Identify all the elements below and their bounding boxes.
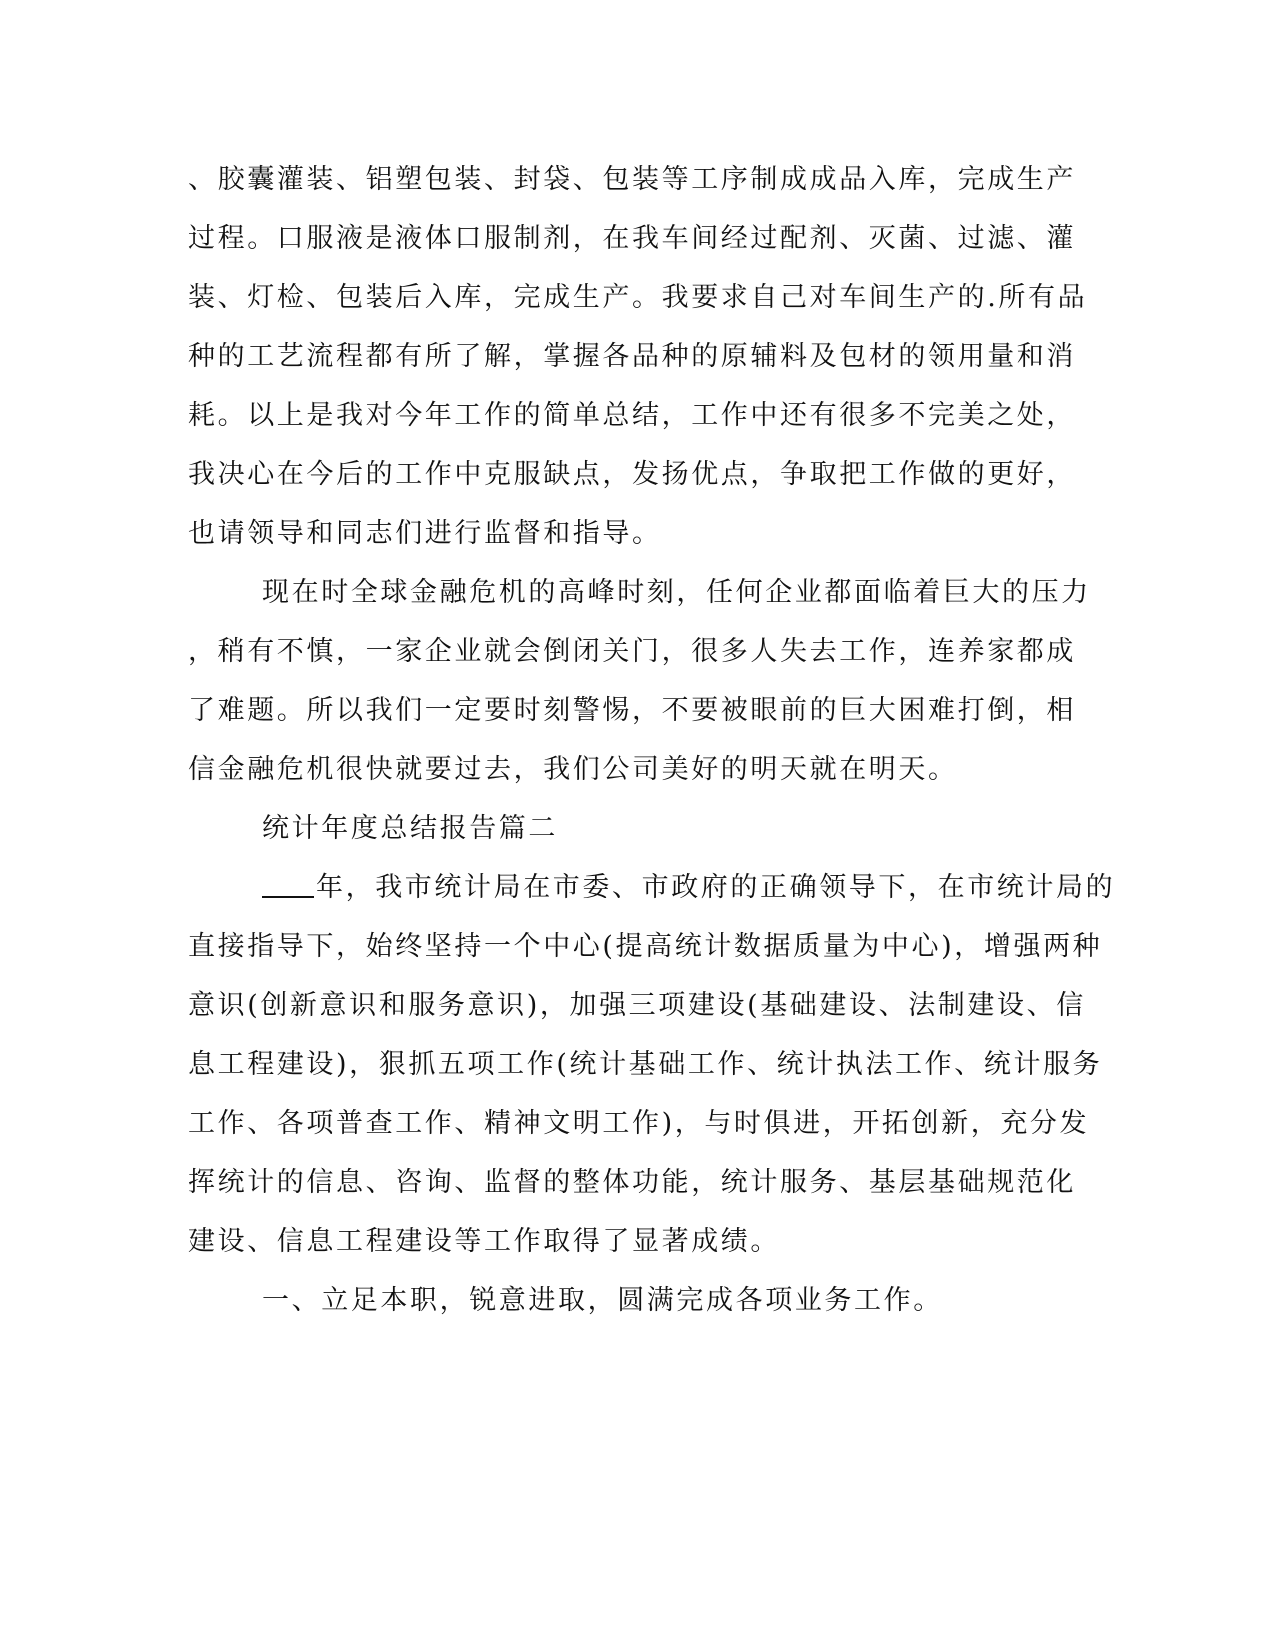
paragraph-1-line-4: 种的工艺流程都有所了解，掌握各品种的原辅料及包材的领用量和消 (188, 341, 1076, 372)
paragraph-2-line-1: 现在时全球金融危机的高峰时刻，任何企业都面临着巨大的压力 (262, 577, 1091, 608)
paragraph-1-line-1: 、胶囊灌装、铝塑包装、封袋、包装等工序制成成品入库，完成生产 (188, 164, 1076, 195)
paragraph-2-line-2: ，稍有不慎，一家企业就会倒闭关门，很多人失去工作，连养家都成 (188, 636, 1076, 667)
paragraph-1-line-7: 也请领导和同志们进行监督和指导。 (188, 518, 662, 549)
paragraph-3-line-2: 直接指导下，始终坚持一个中心(提高统计数据质量为中心)，增强两种 (188, 931, 1103, 962)
paragraph-3-line-3: 意识(创新意识和服务意识)，加强三项建设(基础建设、法制建设、信 (188, 990, 1086, 1021)
paragraph-1-line-2: 过程。口服液是液体口服制剂，在我车间经过配剂、灭菌、过滤、灌 (188, 223, 1076, 254)
paragraph-3-line-1 (262, 870, 1115, 906)
section-title: 统计年度总结报告篇二 (262, 813, 558, 844)
paragraph-2-line-4: 信金融危机很快就要过去，我们公司美好的明天就在明天。 (188, 754, 958, 785)
paragraph-3-line-7: 建设、信息工程建设等工作取得了显著成绩。 (188, 1226, 780, 1257)
paragraph-3-line-4: 息工程建设)，狠抓五项工作(统计基础工作、统计执法工作、统计服务 (188, 1049, 1103, 1080)
paragraph-1-line-6: 我决心在今后的工作中克服缺点，发扬优点，争取把工作做的更好， (188, 459, 1076, 490)
blank-underline (262, 870, 314, 898)
paragraph-1-line-3: 装、灯检、包装后入库，完成生产。我要求自己对车间生产的.所有品 (188, 282, 1088, 313)
heading-1: 一、立足本职，锐意进取，圆满完成各项业务工作。 (262, 1285, 943, 1316)
paragraph-2-line-3: 了难题。所以我们一定要时刻警惕，不要被眼前的巨大困难打倒，相 (188, 695, 1076, 726)
paragraph-3-line-5: 工作、各项普查工作、精神文明工作)，与时俱进，开拓创新，充分发 (188, 1108, 1090, 1139)
paragraph-3-line-6: 挥统计的信息、咨询、监督的整体功能，统计服务、基层基础规范化 (188, 1167, 1076, 1198)
paragraph-1-line-5: 耗。以上是我对今年工作的简单总结，工作中还有很多不完美之处， (188, 400, 1076, 431)
paragraph-3-line-1-text: 年，我市统计局在市委、市政府的正确领导下，在市统计局的 (316, 872, 1116, 903)
